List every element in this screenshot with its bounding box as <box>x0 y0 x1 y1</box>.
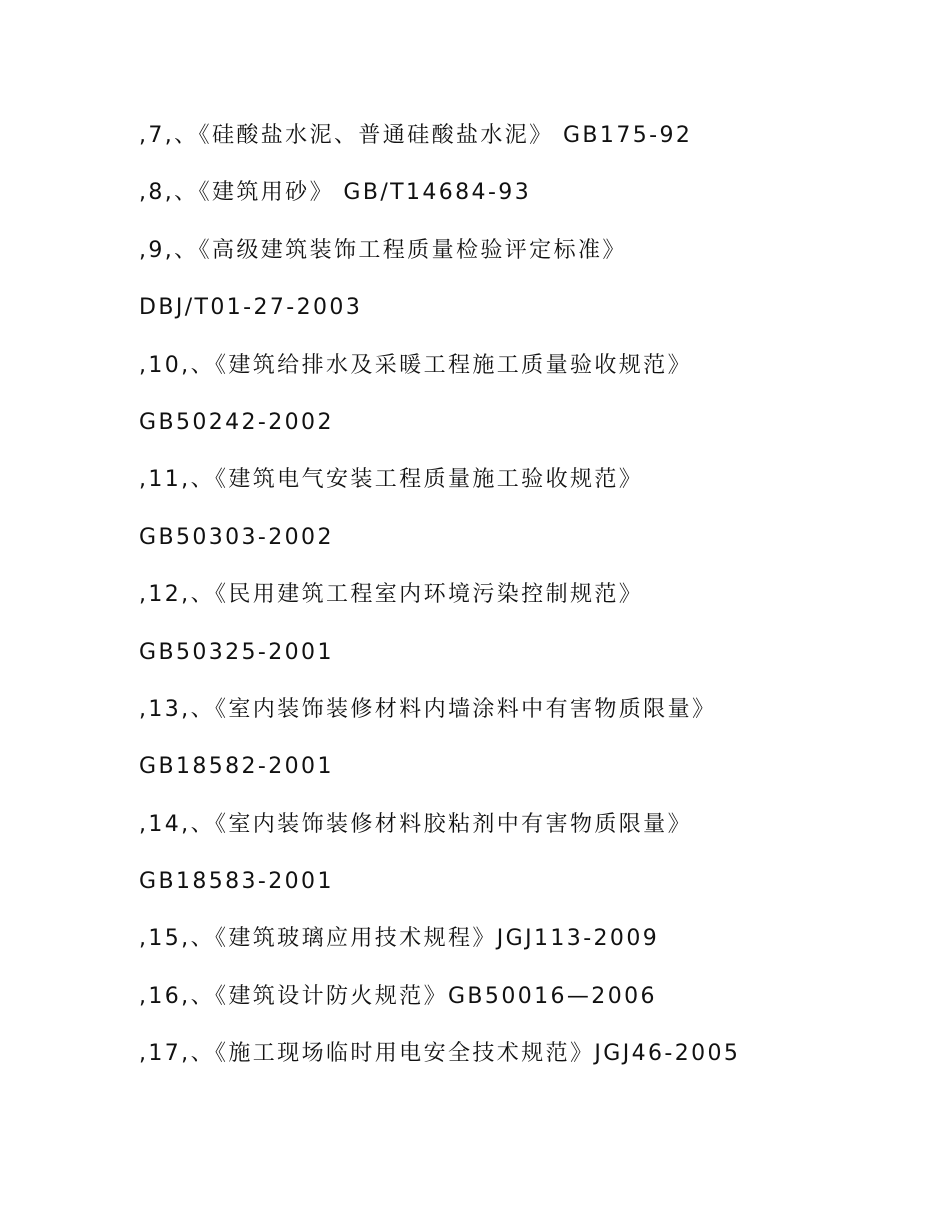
list-item: ,7,、《硅酸盐水泥、普通硅酸盐水泥》 GB175-92 <box>139 123 693 148</box>
list-item: ,15,、《建筑玻璃应用技术规程》JGJ113-2009 <box>139 926 660 952</box>
list-item: ,16,、《建筑设计防火规范》GB50016—2006 <box>139 983 657 1009</box>
list-item: DBJ/T01-27-2003 <box>139 295 363 321</box>
list-item: GB18582-2001 <box>139 754 334 780</box>
list-item: GB18583-2001 <box>139 869 334 895</box>
list-item: ,12,、《民用建筑工程室内环境污染控制规范》 <box>139 582 644 608</box>
list-item: ,11,、《建筑电气安装工程质量施工验收规范》 <box>139 467 644 493</box>
list-item: ,14,、《室内装饰装修材料胶粘剂中有害物质限量》 <box>139 811 692 837</box>
list-item: ,8,、《建筑用砂》 GB/T14684-93 <box>139 180 532 206</box>
list-item: ,10,、《建筑给排水及采暖工程施工质量验收规范》 <box>139 352 692 378</box>
list-item: ,13,、《室内装饰装修材料内墙涂料中有害物质限量》 <box>139 696 717 722</box>
list-item: GB50303-2002 <box>139 524 334 550</box>
standards-list <box>139 116 929 1092</box>
list-item: GB50325-2001 <box>139 639 334 665</box>
list-item: ,9,、《高级建筑装饰工程质量检验评定标准》 <box>139 237 627 263</box>
list-item: ,17,、《施工现场临时用电安全技术规范》JGJ46-2005 <box>139 1041 741 1067</box>
list-item: GB50242-2002 <box>139 409 334 435</box>
